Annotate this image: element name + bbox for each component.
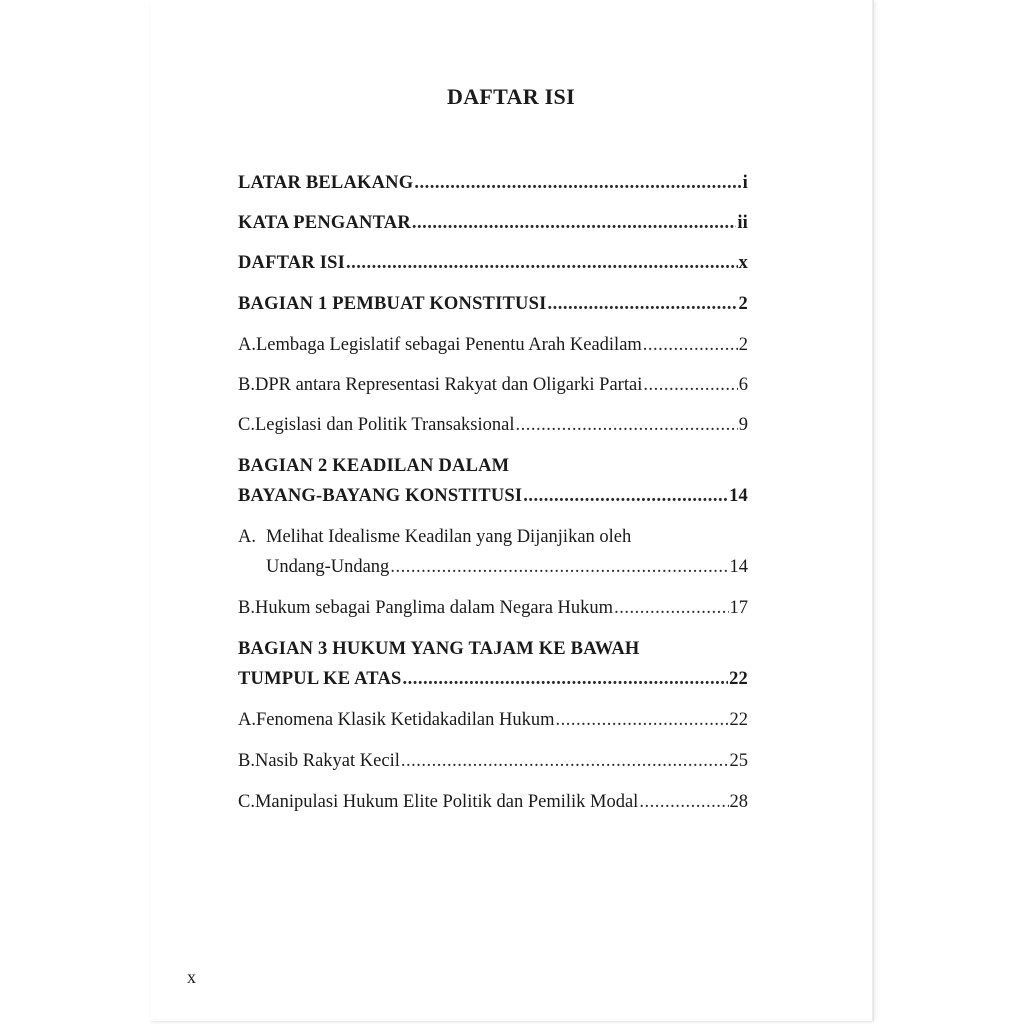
- toc-entry-letter: C.: [238, 792, 255, 812]
- dot-leader: [523, 481, 728, 511]
- toc-entry-bagian-3-c: [238, 787, 748, 817]
- toc-entry-page: 22: [729, 669, 748, 689]
- toc-entry-page: 22: [729, 710, 748, 730]
- toc-entry-label: Manipulasi Hukum Elite Politik dan Pemilik Modal: [254, 792, 639, 812]
- toc-entry-letter: B.: [238, 598, 255, 618]
- toc-entry-label: Fenomena Klasik Ketidakadilan Hukum: [256, 710, 555, 730]
- dot-leader: [639, 787, 728, 817]
- toc-entry-letter: C.: [238, 415, 255, 435]
- toc-entry-page: 28: [729, 792, 748, 812]
- toc-entry-page: 9: [738, 415, 748, 435]
- dot-leader: [643, 330, 738, 360]
- toc-entry-page: i: [742, 173, 748, 193]
- toc-entry-letter: A.: [238, 710, 256, 730]
- dot-leader: [414, 168, 741, 198]
- toc-entry-latar-belakang: [238, 168, 748, 198]
- toc-entry-bagian-2-b: [238, 593, 748, 623]
- dot-leader: [390, 552, 728, 582]
- dot-leader: [614, 593, 728, 623]
- toc-entry-label-line1: Melihat Idealisme Keadilan yang Dijanjikan oleh: [266, 527, 632, 547]
- toc-entry-label: DPR antara Representasi Rakyat dan Oligarki Partai: [254, 375, 643, 395]
- toc-entry-kata-pengantar: [238, 208, 748, 238]
- toc-entry-bagian-1-c: [238, 410, 748, 440]
- toc-entry-bagian-2: [238, 451, 748, 511]
- toc-entry-daftar-isi: [238, 248, 748, 278]
- toc-entry-label: Legislasi dan Politik Transaksional: [254, 415, 515, 435]
- page-title: DAFTAR ISI: [447, 84, 575, 109]
- toc-entry-label-line2: Undang-Undang: [266, 557, 390, 577]
- toc-entry-label: Lembaga Legislatif sebagai Penentu Arah Keadilam: [256, 335, 642, 355]
- toc-entry-letter: B.: [238, 375, 255, 395]
- toc-entry-page: 6: [738, 375, 748, 395]
- toc-entry-label-line2: BAYANG-BAYANG KONSTITUSI: [238, 486, 523, 506]
- toc-entry-letter: B.: [238, 751, 255, 771]
- toc-entry-page: 14: [729, 557, 748, 577]
- dot-leader: [403, 664, 729, 694]
- dot-leader: [401, 746, 729, 776]
- toc-entry-label-line1: BAGIAN 3 HUKUM YANG TAJAM KE BAWAH: [238, 639, 640, 659]
- toc-entry-page: 2: [738, 335, 748, 355]
- dot-leader: [412, 208, 736, 238]
- toc-entry-bagian-3-a: [238, 705, 748, 735]
- toc-entry-bagian-3-b: [238, 746, 748, 776]
- toc-entry-label: LATAR BELAKANG: [238, 173, 414, 193]
- toc-entry-page: ii: [737, 213, 748, 233]
- toc-entry-label-line2: TUMPUL KE ATAS: [238, 669, 402, 689]
- toc-entry-label-line1: BAGIAN 2 KEADILAN DALAM: [238, 456, 510, 476]
- toc-entry-bagian-1-a: [238, 330, 748, 360]
- toc-entry-bagian-2-a: [238, 522, 748, 582]
- dot-leader: [556, 705, 729, 735]
- toc-entry-page: 17: [729, 598, 748, 618]
- dot-leader: [515, 410, 737, 440]
- toc-entry-label: KATA PENGANTAR: [238, 213, 411, 233]
- toc-entry-label: Nasib Rakyat Kecil: [254, 751, 400, 771]
- toc-entry-label: DAFTAR ISI: [238, 253, 346, 273]
- toc-entry-bagian-3: [238, 634, 748, 694]
- page-number: x: [187, 967, 196, 987]
- dot-leader: [643, 370, 737, 400]
- toc-entry-bagian-1: [238, 289, 748, 319]
- toc-entry-page: 14: [729, 486, 748, 506]
- toc-entry-letter: A.: [238, 335, 256, 355]
- toc-entry-label: Hukum sebagai Panglima dalam Negara Hukum: [254, 598, 614, 618]
- toc-entry-page: 2: [738, 294, 748, 314]
- dot-leader: [547, 289, 737, 319]
- toc-entry-bagian-1-b: [238, 370, 748, 400]
- document-page: [150, 0, 873, 1021]
- toc-entry-letter: A.: [238, 527, 256, 547]
- toc-entry-label: BAGIAN 1 PEMBUAT KONSTITUSI: [238, 294, 547, 314]
- toc-entry-page: 25: [729, 751, 748, 771]
- dot-leader: [346, 248, 738, 278]
- toc-entry-page: x: [738, 253, 748, 273]
